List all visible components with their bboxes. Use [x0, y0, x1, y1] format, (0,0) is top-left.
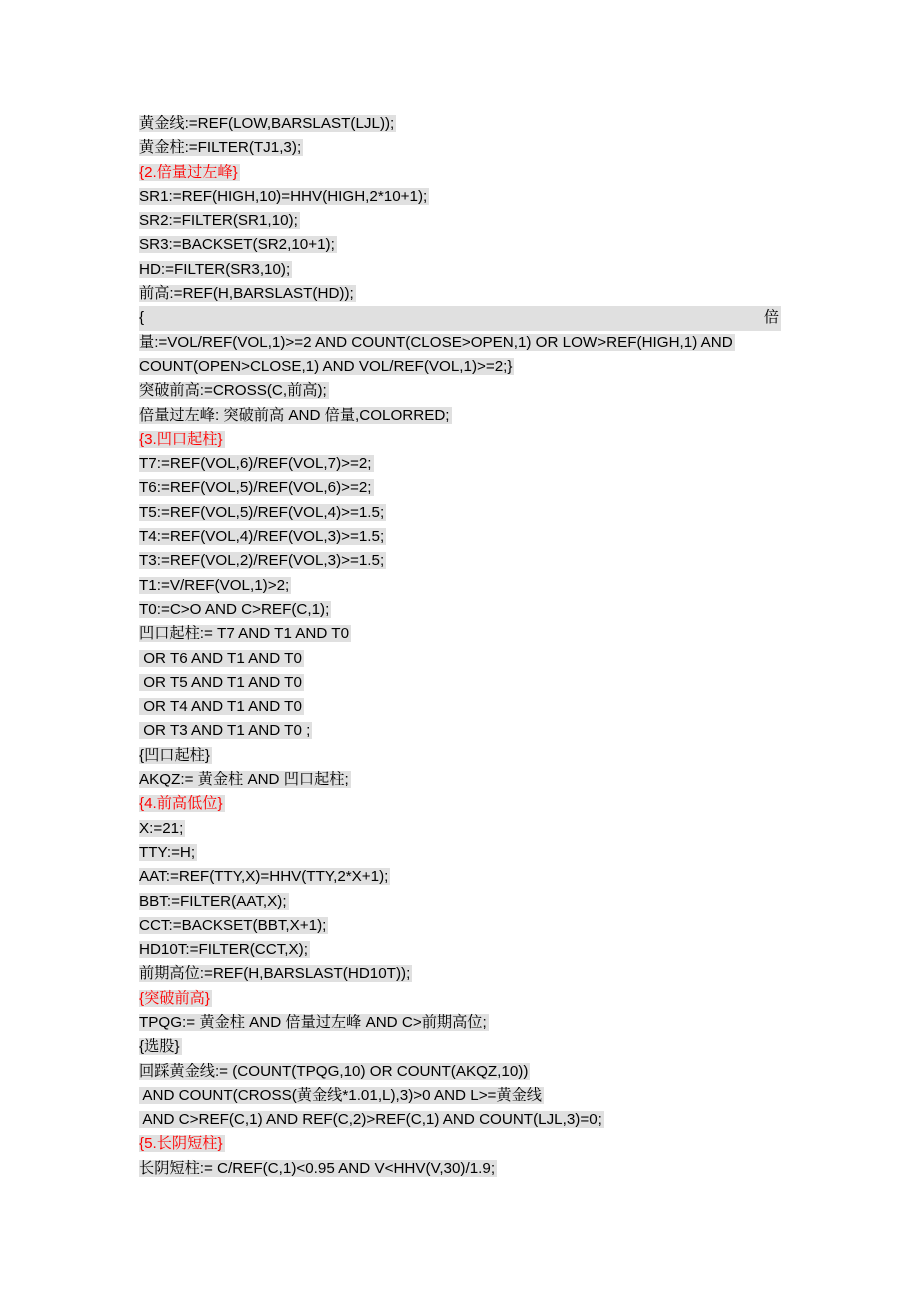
line-text: OR T3 AND T1 AND T0 ;	[139, 722, 311, 740]
formula-line	[139, 525, 781, 549]
line-text: {突破前高}	[139, 989, 210, 1007]
line-text: OR T5 AND T1 AND T0	[139, 673, 302, 691]
line-text-right: 倍	[763, 309, 779, 327]
formula-line	[139, 112, 781, 136]
formula-line	[139, 258, 781, 282]
formula-line	[139, 647, 781, 671]
formula-line	[139, 1108, 781, 1132]
line-text: AKQZ:= 黄金柱 AND 凹口起柱;	[139, 771, 349, 789]
line-text: T3:=REF(VOL,2)/REF(VOL,3)>=1.5;	[139, 552, 385, 570]
line-text: 前期高位:=REF(H,BARSLAST(HD10T));	[139, 965, 411, 983]
formula-line	[139, 719, 781, 743]
formula-line	[139, 355, 781, 379]
formula-line	[139, 817, 781, 841]
formula-line	[139, 574, 781, 598]
line-text: AAT:=REF(TTY,X)=HHV(TTY,2*X+1);	[139, 868, 389, 886]
line-text: AND COUNT(CROSS(黄金线*1.01,L),3)>0 AND L>=黄金线	[139, 1086, 542, 1104]
formula-line	[139, 1035, 781, 1059]
line-text: TTY:=H;	[139, 843, 196, 861]
formula-line	[139, 233, 781, 257]
formula-line	[139, 549, 781, 573]
formula-line	[139, 622, 781, 646]
formula-line	[139, 404, 781, 428]
section-heading	[139, 1132, 781, 1156]
formula-line	[139, 768, 781, 792]
line-text: {	[139, 309, 145, 327]
formula-line	[139, 598, 781, 622]
formula-line	[139, 136, 781, 160]
line-text: CCT:=BACKSET(BBT,X+1);	[139, 916, 327, 934]
line-text: 黄金线:=REF(LOW,BARSLAST(LJL));	[139, 115, 395, 132]
formula-line	[139, 331, 781, 355]
formula-line	[139, 306, 781, 330]
line-text: T6:=REF(VOL,5)/REF(VOL,6)>=2;	[139, 479, 372, 497]
formula-line	[139, 452, 781, 476]
line-text: OR T6 AND T1 AND T0	[139, 649, 302, 667]
line-text: OR T4 AND T1 AND T0	[139, 698, 302, 716]
line-text: {5.长阴短柱}	[139, 1135, 223, 1153]
formula-line	[139, 1084, 781, 1108]
line-text: 黄金柱:=FILTER(TJ1,3);	[139, 139, 302, 157]
line-text: 倍量过左峰: 突破前高 AND 倍量,COLORRED;	[139, 406, 450, 424]
line-text: SR1:=REF(HIGH,10)=HHV(HIGH,2*10+1);	[139, 187, 428, 205]
line-text: 回踩黄金线:= (COUNT(TPQG,10) OR COUNT(AKQZ,10))	[139, 1062, 529, 1080]
line-text: {凹口起柱}	[139, 746, 210, 764]
line-text: T7:=REF(VOL,6)/REF(VOL,7)>=2;	[139, 455, 372, 473]
formula-document	[139, 112, 781, 1181]
line-text: T5:=REF(VOL,5)/REF(VOL,4)>=1.5;	[139, 503, 385, 521]
line-text: 突破前高:=CROSS(C,前高);	[139, 382, 327, 400]
formula-line	[139, 209, 781, 233]
line-text: 长阴短柱:= C/REF(C,1)<0.95 AND V<HHV(V,30)/1.9;	[139, 1159, 496, 1177]
formula-line	[139, 962, 781, 986]
formula-line	[139, 476, 781, 500]
formula-line	[139, 1060, 781, 1084]
formula-line	[139, 282, 781, 306]
formula-line	[139, 890, 781, 914]
formula-line	[139, 1157, 781, 1181]
formula-line	[139, 671, 781, 695]
section-heading	[139, 792, 781, 816]
formula-line	[139, 841, 781, 865]
formula-line	[139, 185, 781, 209]
line-text: {4.前高低位}	[139, 795, 223, 813]
line-text: BBT:=FILTER(AAT,X);	[139, 892, 287, 910]
line-text: TPQG:= 黄金柱 AND 倍量过左峰 AND C>前期高位;	[139, 1013, 487, 1031]
line-text: {3.凹口起柱}	[139, 430, 223, 448]
line-text: HD:=FILTER(SR3,10);	[139, 260, 291, 278]
formula-line	[139, 379, 781, 403]
line-text: SR3:=BACKSET(SR2,10+1);	[139, 236, 335, 254]
line-text: {2.倍量过左峰}	[139, 163, 238, 181]
section-heading	[139, 161, 781, 185]
section-heading	[139, 987, 781, 1011]
formula-line	[139, 501, 781, 525]
line-text: AND C>REF(C,1) AND REF(C,2)>REF(C,1) AND COUNT(LJL,3)=0;	[139, 1111, 602, 1129]
line-text: SR2:=FILTER(SR1,10);	[139, 212, 298, 230]
line-text: {选股}	[139, 1038, 180, 1056]
line-text: HD10T:=FILTER(CCT,X);	[139, 941, 308, 959]
line-text: T1:=V/REF(VOL,1)>2;	[139, 576, 290, 594]
section-heading	[139, 428, 781, 452]
formula-line	[139, 865, 781, 889]
formula-line	[139, 695, 781, 719]
line-text: 前高:=REF(H,BARSLAST(HD));	[139, 285, 354, 303]
line-text: X:=21;	[139, 819, 184, 837]
line-text: COUNT(OPEN>CLOSE,1) AND VOL/REF(VOL,1)>=2;}	[139, 357, 513, 375]
formula-line	[139, 1011, 781, 1035]
formula-line	[139, 914, 781, 938]
line-text: T4:=REF(VOL,4)/REF(VOL,3)>=1.5;	[139, 528, 385, 546]
line-text: 量:=VOL/REF(VOL,1)>=2 AND COUNT(CLOSE>OPEN,1) OR LOW>REF(HIGH,1) AND	[139, 333, 733, 351]
line-text: T0:=C>O AND C>REF(C,1);	[139, 600, 330, 618]
formula-line	[139, 938, 781, 962]
line-text: 凹口起柱:= T7 AND T1 AND T0	[139, 625, 350, 643]
formula-line	[139, 744, 781, 768]
